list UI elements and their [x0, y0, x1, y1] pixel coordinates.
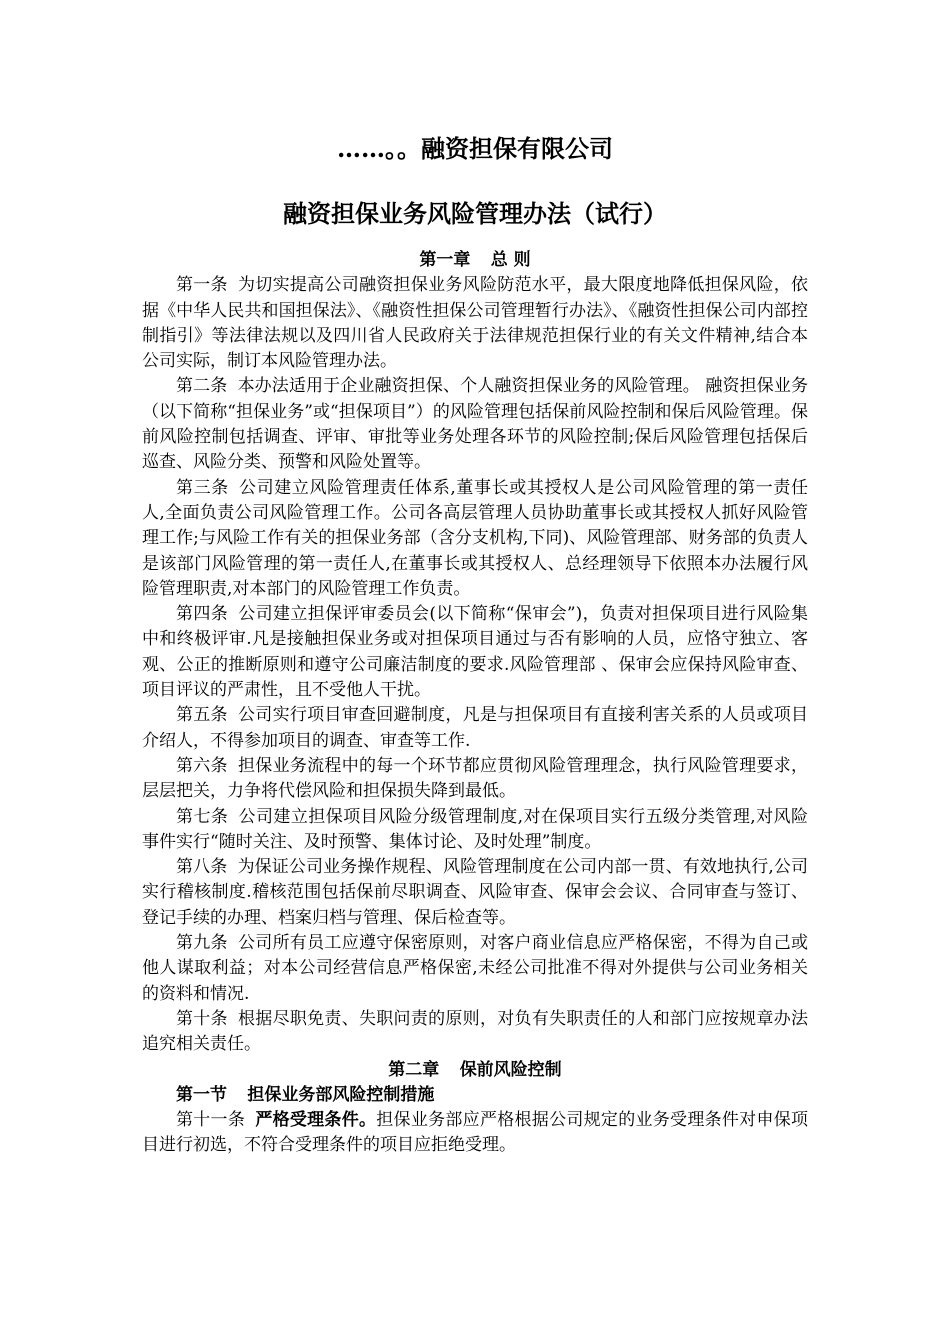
article-number: 第四条	[176, 604, 229, 625]
article-number: 第三条	[176, 477, 229, 498]
article-text: 公司建立担保项目风险分级管理制度,对在保项目实行五级分类管理,对风险事件实行“随时关注、及时预警、集体讨论、及时处理”制度。	[142, 806, 809, 852]
chapter-heading	[142, 248, 808, 273]
article-number: 第六条	[176, 755, 228, 776]
chapter-name: 总 则	[490, 250, 531, 270]
article-lead: 严格受理条件。	[255, 1110, 377, 1131]
article-number: 第二条	[176, 376, 228, 397]
article-text: 公司实行项目审查回避制度，凡是与担保项目有直接利害关系的人员或项目介绍人，不得参加项目的调查、审查等工作.	[142, 705, 809, 751]
chapter-heading	[142, 1058, 808, 1083]
article-paragraph	[142, 1108, 808, 1159]
article-paragraph	[142, 703, 808, 754]
article-number: 第五条	[176, 705, 228, 726]
article-paragraph	[142, 931, 808, 1007]
section-heading	[142, 1083, 808, 1108]
article-paragraph	[142, 476, 808, 602]
article-text: 担保业务部应严格根据公司规定的业务受理条件对申保项目进行初选，不符合受理条件的项目应拒绝受理。	[142, 1110, 809, 1156]
article-text: 本办法适用于企业融资担保、个人融资担保业务的风险管理。 融资担保业务（以下简称“担保业务”或“担保项目”）的风险管理包括保前风险控制和保后风险管理。保前风险控制包括调查、评审、审批等业务处理各环节的风险控制;保后风险管理包括保后巡查、风险分类、预警和风险处置等。	[142, 376, 809, 473]
section-name: 担保业务部风险控制措施	[247, 1084, 435, 1105]
article-text: 为切实提高公司融资担保业务风险防范水平，最大限度地降低担保风险，依据《中华人民共和国担保法》、《融资性担保公司管理暂行办法》、《融资性担保公司内部控制指引》等法律法规以及四川省人民政府关于法律规范担保行业的有关文件精神,结合本公司实际，制订本风险管理办法。	[142, 275, 809, 372]
article-paragraph	[142, 855, 808, 931]
article-paragraph	[142, 1007, 808, 1058]
article-text: 公司建立担保评审委员会(以下简称“保审会”)，负责对担保项目进行风险集中和终极评审.凡是接触担保业务或对担保项目通过与否有影响的人员，应恪守独立、客观、公正的推断原则和遵守公司廉洁制度的要求.风险管理部 、保审会应保持风险审查、项目评议的严肃性，且不受他人干扰。	[142, 604, 809, 701]
article-number: 第十一条	[176, 1110, 246, 1131]
article-number: 第九条	[176, 933, 228, 954]
chapter-name: 保前风险控制	[459, 1059, 562, 1080]
chapter-number: 第二章	[388, 1059, 440, 1080]
article-number: 第一条	[176, 275, 228, 296]
article-text: 担保业务流程中的每一个环节都应贯彻风险管理理念，执行风险管理要求，层层把关，力争将代偿风险和担保损失降到最低。	[142, 755, 809, 802]
article-text: 根据尽职免责、失职问责的原则，对负有失职责任的人和部门应按规章办法追究相关责任。	[142, 1008, 809, 1055]
article-text: 为保证公司业务操作规程、风险管理制度在公司内部一贯、有效地执行,公司实行稽核制度.稽核范围包括保前尽职调查、风险审查、保审会会议、合同审查与签订、登记手续的办理、档案归档与管理、保后检查等。	[142, 857, 809, 928]
document-body	[142, 248, 808, 1159]
article-number: 第七条	[176, 806, 229, 827]
article-number: 第十条	[176, 1008, 228, 1029]
article-paragraph	[142, 805, 808, 856]
chapter-number: 第一章	[419, 250, 471, 270]
article-paragraph	[142, 374, 808, 475]
document-title: 融资担保业务风险管理办法（试行）	[283, 199, 667, 228]
article-paragraph	[142, 273, 808, 374]
article-text: 公司建立风险管理责任体系,董事长或其授权人是公司风险管理的第一责任人,全面负责公司风险管理工作。公司各高层管理人员协助董事长或其授权人抓好风险管理工作;与风险工作有关的担保业务部（含分支机构,下同)、风险管理部、财务部的负责人是该部门风险管理的第一责任人,在董事长或其授权人、总经理领导下依照本办法履行风险管理职责,对本部门的风险管理工作负责。	[142, 477, 809, 599]
section-number: 第一节	[176, 1084, 227, 1105]
article-paragraph	[142, 754, 808, 805]
article-paragraph	[142, 602, 808, 703]
article-number: 第八条	[176, 857, 228, 878]
article-text: 公司所有员工应遵守保密原则，对客户商业信息应严格保密，不得为自己或他人谋取利益；对本公司经营信息严格保密,未经公司批准不得对外提供与公司业务相关的资料和情况.	[142, 933, 809, 1004]
company-name: ……。。融资担保有限公司	[337, 134, 613, 163]
